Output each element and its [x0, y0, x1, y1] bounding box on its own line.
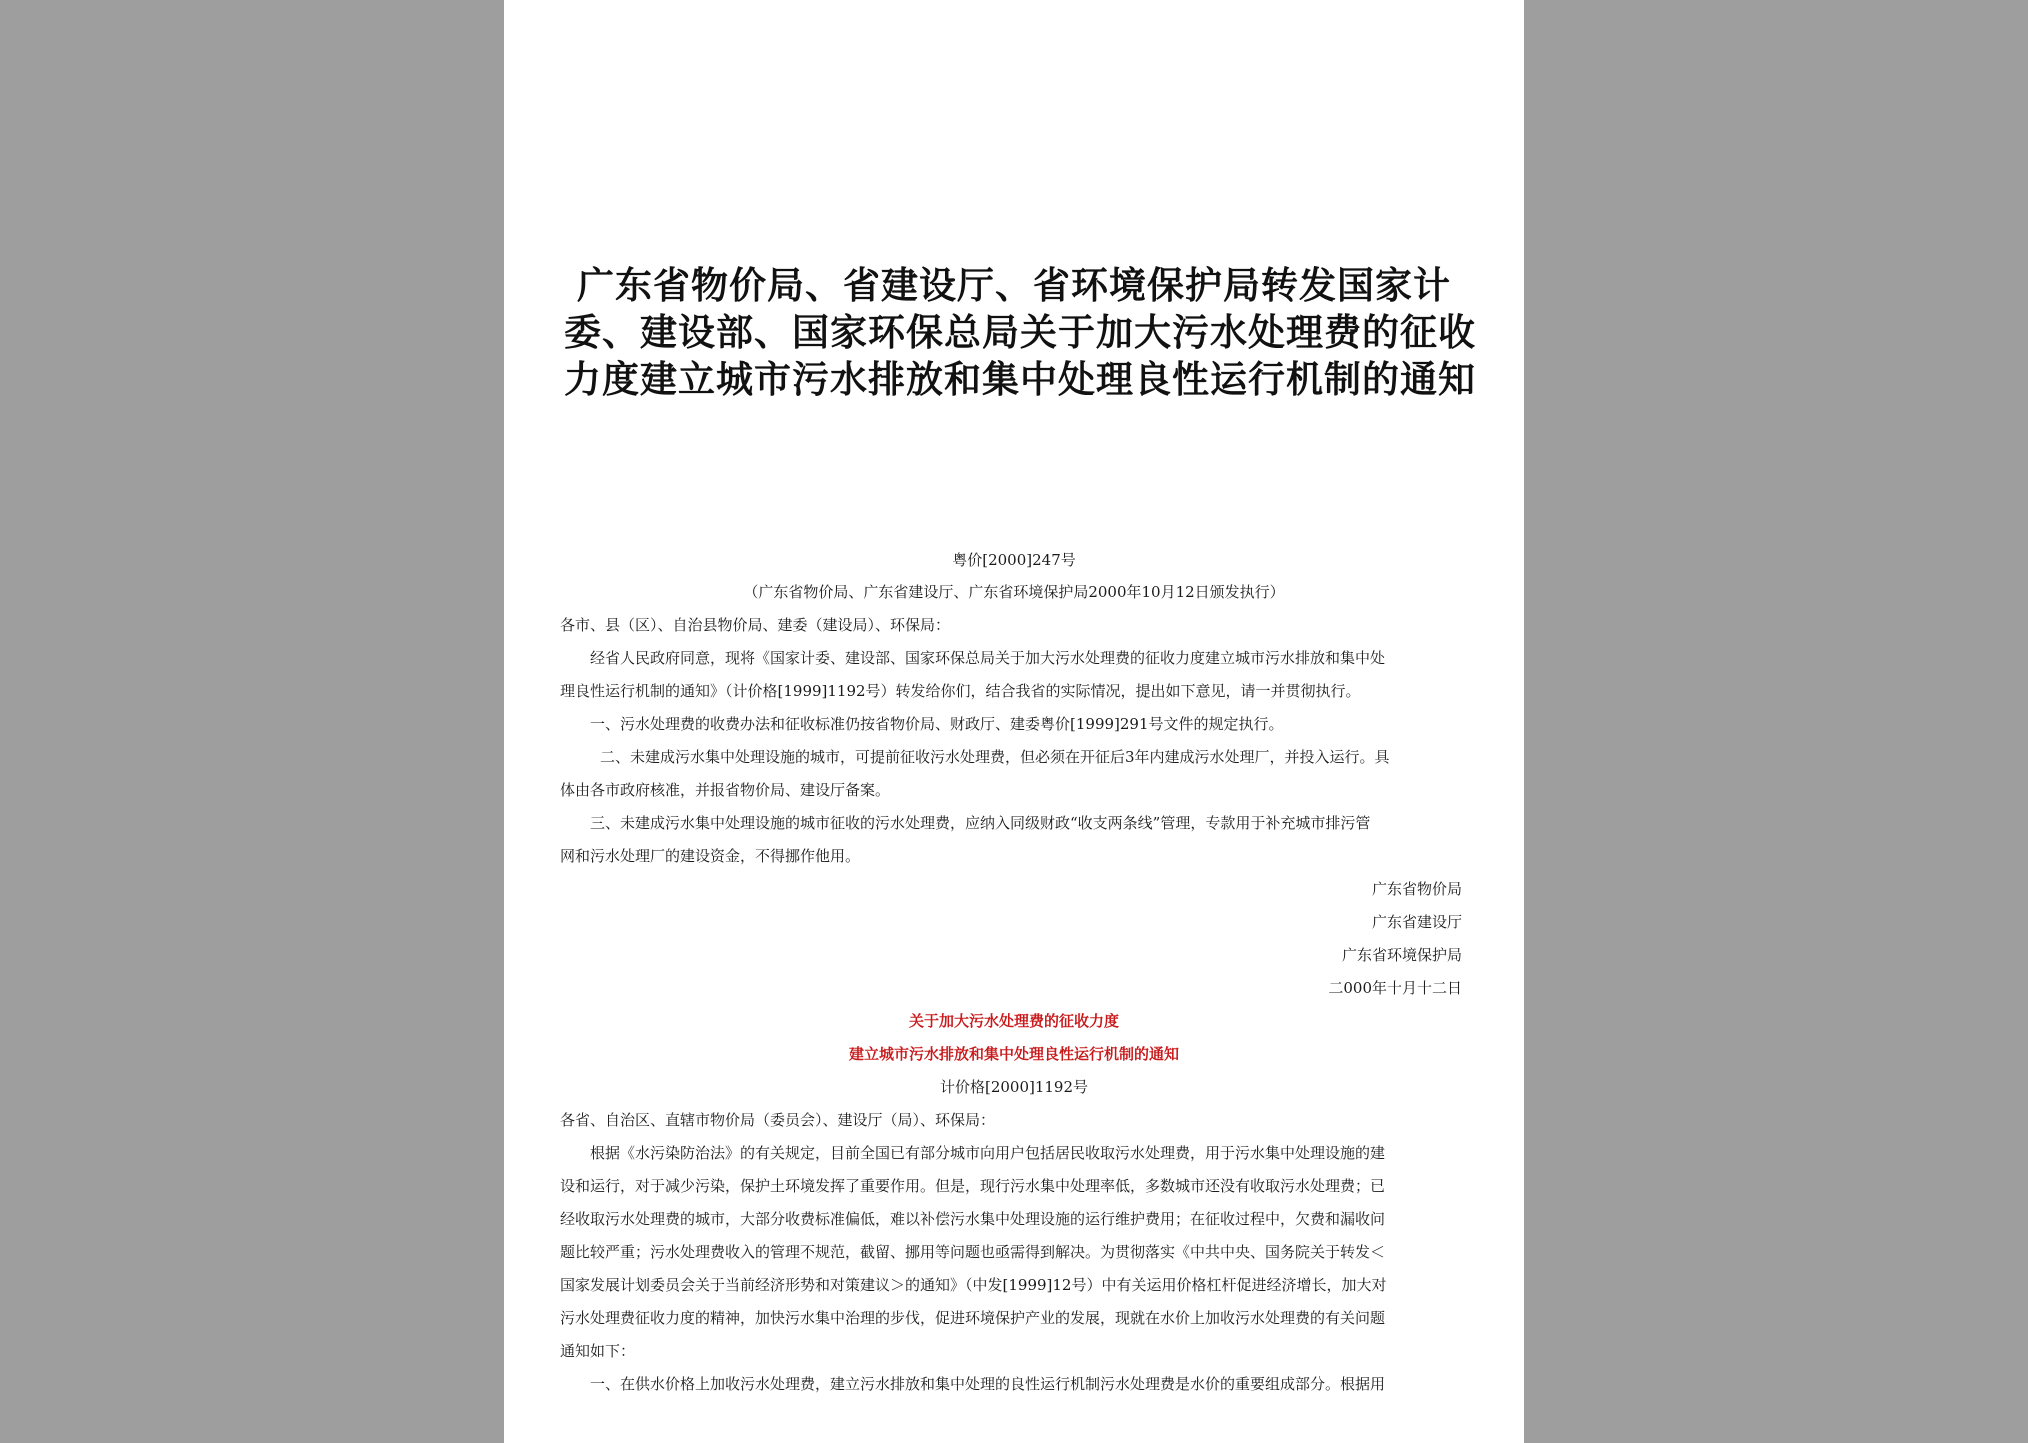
issuer-note: （广东省物价局、广东省建设厅、广东省环境保护局2000年10月12日颁发执行） — [743, 583, 1285, 601]
sub-body-line: 国家发展计划委员会关于当前经济形势和对策建议＞的通知》（中发[1999]12号）中有关运用价格杠杆促进经济增长，加大对 — [560, 1276, 1387, 1294]
doc-number: 粤价[2000]247号 — [952, 551, 1076, 569]
sub-body-line: 一、在供水价格上加收污水处理费，建立污水排放和集中处理的良性运行机制污水处理费是水价的重要组成部分。根据用 — [590, 1375, 1386, 1393]
body-line: 网和污水处理厂的建设资金，不得挪作他用。 — [560, 847, 861, 865]
sub-doc-number: 计价格[2000]1192号 — [939, 1078, 1089, 1096]
sub-body-line: 根据《水污染防治法》的有关规定，目前全国已有部分城市向用户包括居民收取污水处理费，用于污水集中处理设施的建 — [590, 1144, 1386, 1162]
document-page — [504, 0, 1524, 1443]
body-line: 三、未建成污水集中处理设施的城市征收的污水处理费，应纳入同级财政“收支两条线”管理，专款用于补充城市排污管 — [590, 814, 1371, 832]
signature-line: 广东省物价局 — [1371, 880, 1462, 898]
body-line: 一、污水处理费的收费办法和征收标准仍按省物价局、财政厅、建委粤价[1999]291号文件的规定执行。 — [590, 715, 1284, 733]
sub-body-line: 设和运行，对于减少污染，保护土环境发挥了重要作用。但是，现行污水集中处理率低，多数城市还没有收取污水处理费；已 — [560, 1177, 1386, 1195]
title-line: 委、建设部、国家环保总局关于加大污水处理费的征收 — [564, 311, 1476, 354]
body-line: 经省人民政府同意，现将《国家计委、建设部、国家环保总局关于加大污水处理费的征收力度建立城市污水排放和集中处 — [590, 649, 1386, 667]
title-line: 力度建立城市污水排放和集中处理良性运行机制的通知 — [564, 358, 1476, 401]
subtitle-line: 关于加大污水处理费的征收力度 — [908, 1012, 1119, 1030]
signature-line: 广东省环境保护局 — [1341, 946, 1462, 964]
sub-body-line: 污水处理费征收力度的精神，加快污水集中治理的步伐，促进环境保护产业的发展，现就在水价上加收污水处理费的有关问题 — [560, 1309, 1386, 1327]
body-line: 二、未建成污水集中处理设施的城市，可提前征收污水处理费，但必须在开征后3年内建成污水处理厂，并投入运行。具 — [600, 748, 1390, 766]
title-line: 广东省物价局、省建设厅、省环境保护局转发国家计 — [577, 264, 1451, 307]
sub-body-line: 题比较严重；污水处理费收入的管理不规范，截留、挪用等问题也亟需得到解决。为贯彻落实《中共中央、国务院关于转发＜ — [560, 1243, 1386, 1261]
sub-salutation: 各省、自治区、直辖市物价局（委员会）、建设厅（局）、环保局： — [560, 1111, 996, 1129]
sub-body-line: 经收取污水处理费的城市，大部分收费标准偏低，难以补偿污水集中处理设施的运行维护费用；在征收过程中，欠费和漏收问 — [560, 1210, 1386, 1228]
document-title — [564, 262, 1476, 403]
salutation: 各市、县（区）、自治县物价局、建委（建设局）、环保局： — [560, 616, 951, 634]
sub-body-line: 通知如下： — [560, 1342, 636, 1360]
body-line: 理良性运行机制的通知》（计价格[1999]1192号）转发给你们，结合我省的实际情况，提出如下意见，请一并贯彻执行。 — [560, 682, 1361, 700]
subtitle-line: 建立城市污水排放和集中处理良性运行机制的通知 — [848, 1045, 1179, 1063]
body-line: 体由各市政府核准，并报省物价局、建设厅备案。 — [560, 781, 891, 799]
signature-date: 二000年十月十二日 — [1328, 979, 1462, 997]
signature-line: 广东省建设厅 — [1371, 913, 1462, 931]
